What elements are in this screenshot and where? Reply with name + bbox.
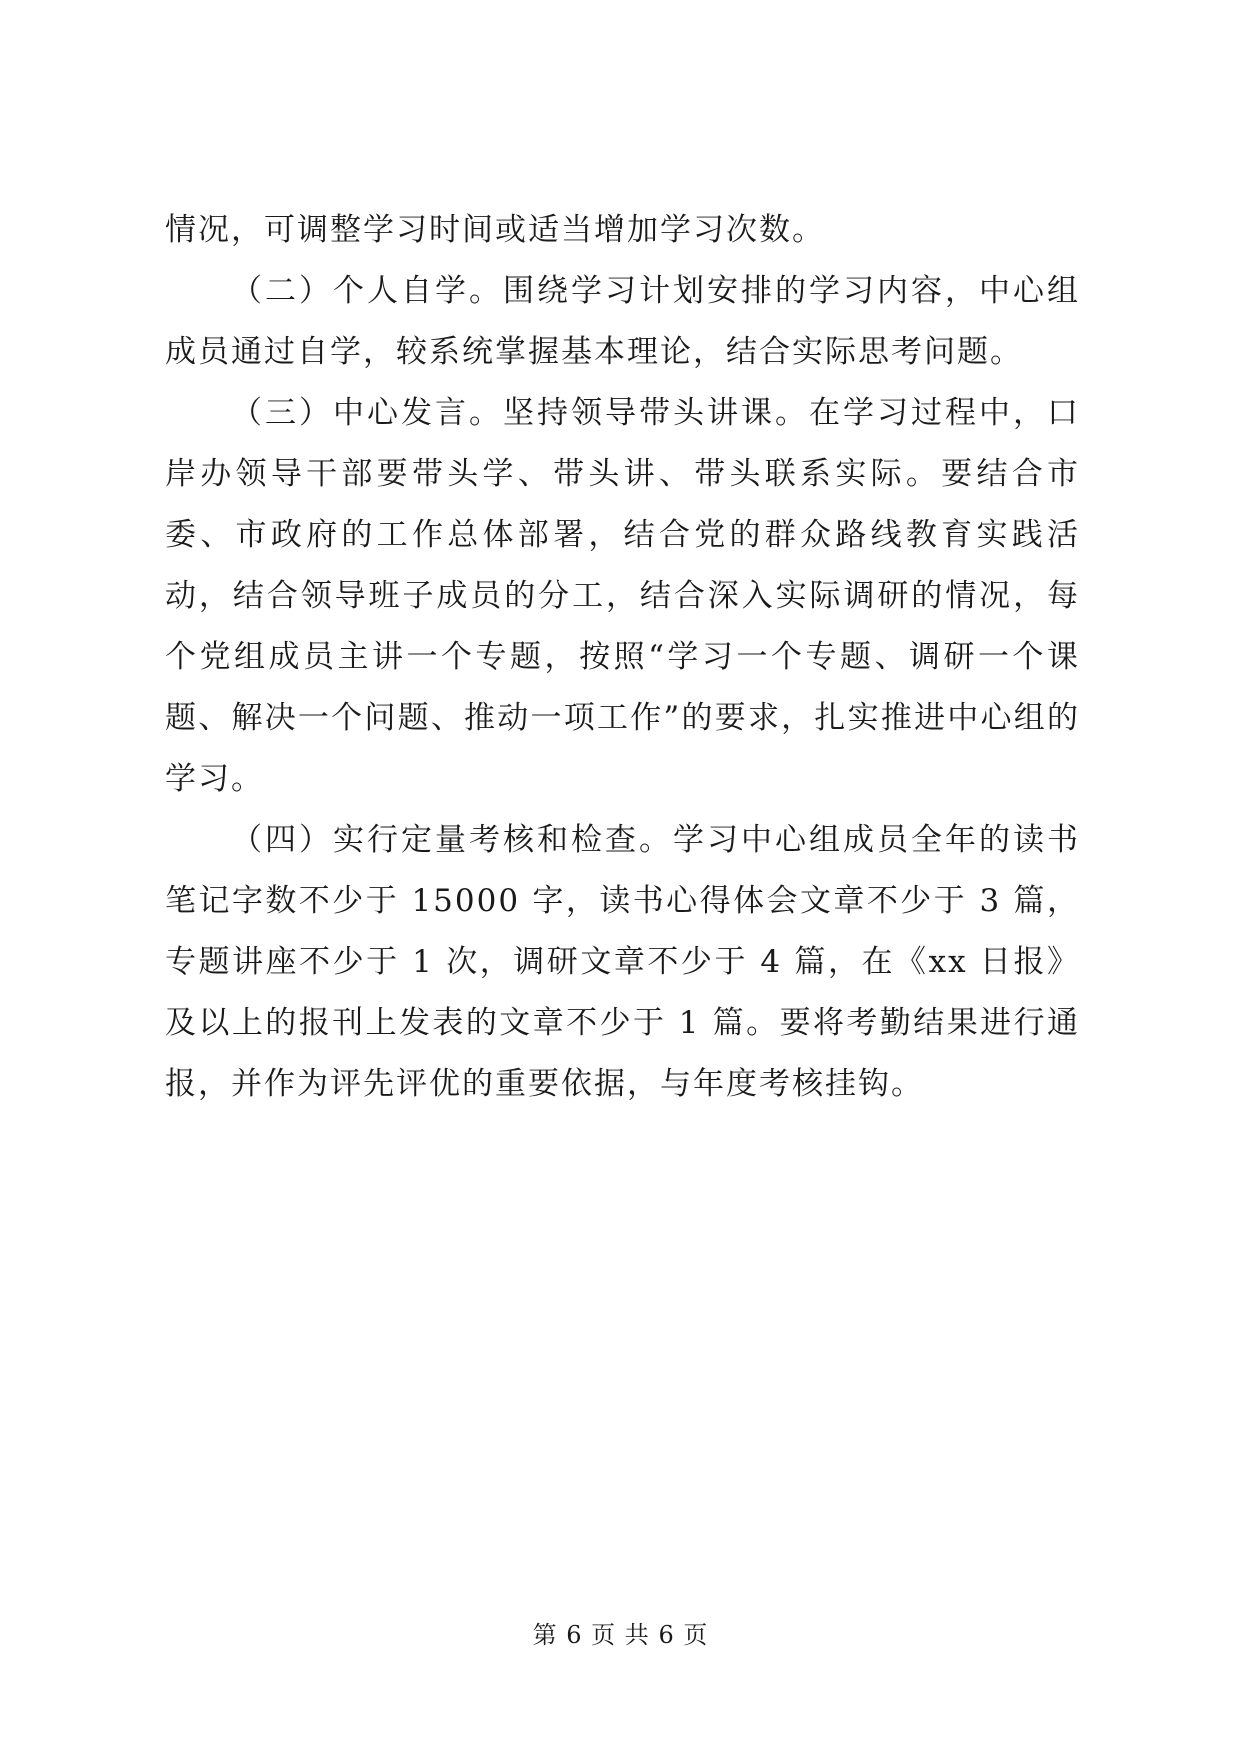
page-number-footer: 第 6 页 共 6 页 <box>532 1621 709 1649</box>
paragraph-self-study: （二）个人自学。围绕学习计划安排的学习内容，中心组成员通过自学，较系统掌握基本理论，结合实际思考问题。 <box>165 273 1080 370</box>
paragraph-central-speech: （三）中心发言。坚持领导带头讲课。在学习过程中，口岸办领导干部要带头学、带头讲、带头联系实际。要结合市委、市政府的工作总体部署，结合党的群众路线教育实践活动，结合领导班子成员的分工，结合深入实际调研的情况，每个党组成员主讲一个专题，按照“学习一个专题、调研一个课题、解决一个问题、推动一项工作”的要求，扎实推进中心组的学习。 <box>165 395 1080 797</box>
paragraph-continuation: 情况，可调整学习时间或适当增加学习次数。 <box>165 212 825 248</box>
document-body <box>165 200 1080 1115</box>
paragraph-quantitative-assessment: （四）实行定量考核和检查。学习中心组成员全年的读书笔记字数不少于 15000 字，读书心得体会文章不少于 3 篇，专题讲座不少于 1 次，调研文章不少于 4 篇，在《xx 日报》及以上的报刊上发表的文章不少于 1 篇。要将考勤结果进行通报，并作为评先评优的重要依据，与年度考核挂钩。 <box>165 822 1080 1102</box>
